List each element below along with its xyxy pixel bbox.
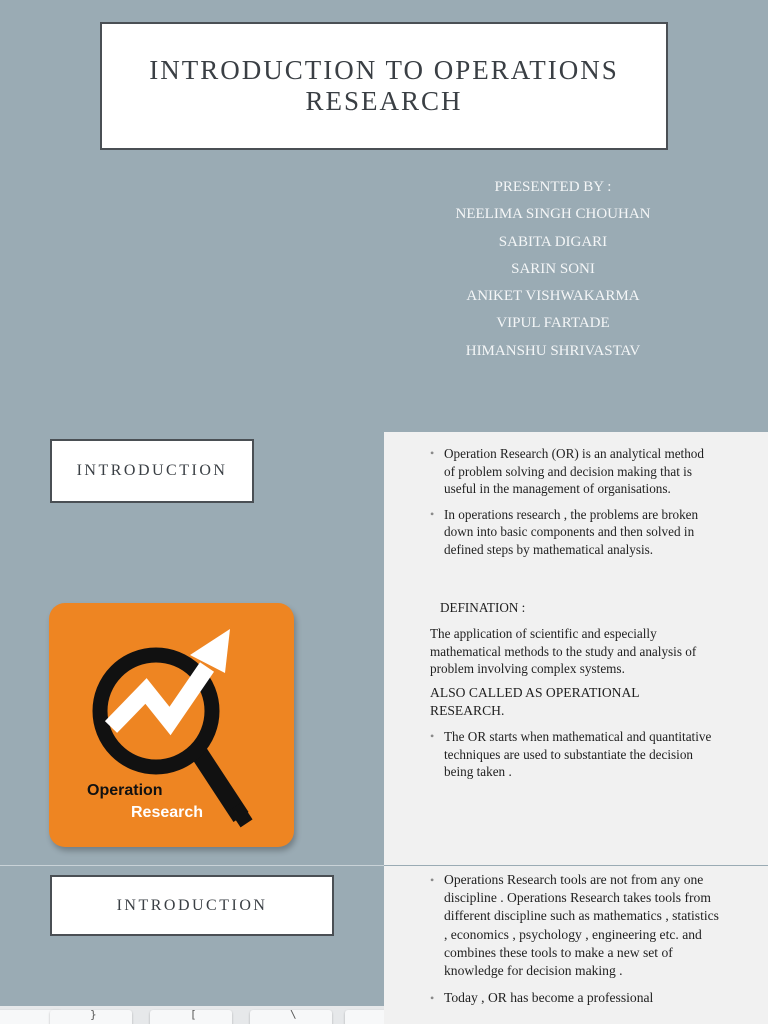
logo-text-operation: Operation bbox=[87, 782, 163, 799]
operation-research-logo bbox=[49, 603, 294, 847]
magnifier-chart-icon bbox=[49, 603, 294, 847]
logo-text-research: Research bbox=[131, 804, 204, 821]
slide3-heading-box bbox=[50, 875, 334, 936]
presented-by-label: PRESENTED BY : bbox=[494, 179, 612, 195]
title-slide bbox=[0, 0, 768, 432]
presenter-name: ANIKET VISHWAKARMA bbox=[466, 288, 640, 305]
list-item: • In operations research , the problems are broken down into basic components and then solved in defined steps by mathematical analysis. bbox=[430, 506, 715, 559]
presenter-list bbox=[440, 177, 666, 368]
keyboard-key bbox=[345, 1010, 384, 1024]
also-called-text: ALSO CALLED AS OPERATIONAL RESEARCH. bbox=[430, 685, 640, 718]
keyboard-image bbox=[0, 1006, 384, 1024]
list-item: • Operation Research (OR) is an analytical method of problem solving and decision making that is useful in the management of organisations. bbox=[430, 445, 715, 498]
title-box bbox=[100, 22, 668, 150]
presenter-name: HIMANSHU SHRIVASTAV bbox=[465, 342, 641, 359]
keyboard-key: [ bbox=[150, 1010, 232, 1024]
list-item: • Operations Research tools are not from any one discipline . Operations Research takes tools from different discipline such as mathematics , statistics , economics , psychology , engineering etc. and combines these tools to make a new set of knowledge for decision making . bbox=[430, 871, 720, 980]
slide3-heading: INTRODUCTION bbox=[116, 896, 268, 914]
presenter-name: SABITA DIGARI bbox=[498, 233, 608, 250]
presenter-name: NEELIMA SINGH CHOUHAN bbox=[455, 206, 651, 223]
definition-text: The application of scientific and especially mathematical methods to the study and analysis of problem involving complex systems. bbox=[430, 626, 697, 676]
list-item: • Today , OR has become a professional bbox=[430, 989, 720, 1007]
slide2-heading: INTRODUCTION bbox=[76, 462, 228, 479]
slide-title: INTRODUCTION TO OPERATIONS RESEARCH bbox=[149, 55, 619, 116]
list-item: • The OR starts when mathematical and quantitative techniques are used to substantiate the decision being taken . bbox=[430, 728, 720, 781]
definition-label: DEFINATION : bbox=[440, 600, 526, 615]
presenter-name: SARIN SONI bbox=[511, 260, 595, 277]
slide2-heading-box bbox=[50, 439, 254, 503]
presenter-name: VIPUL FARTADE bbox=[496, 315, 610, 332]
slide2-bullets-bottom bbox=[430, 728, 720, 781]
slide3-bullets bbox=[430, 871, 720, 1007]
keyboard-key: \ bbox=[250, 1010, 332, 1024]
keyboard-key: } bbox=[50, 1010, 132, 1024]
slide2-bullets-top bbox=[430, 445, 715, 558]
